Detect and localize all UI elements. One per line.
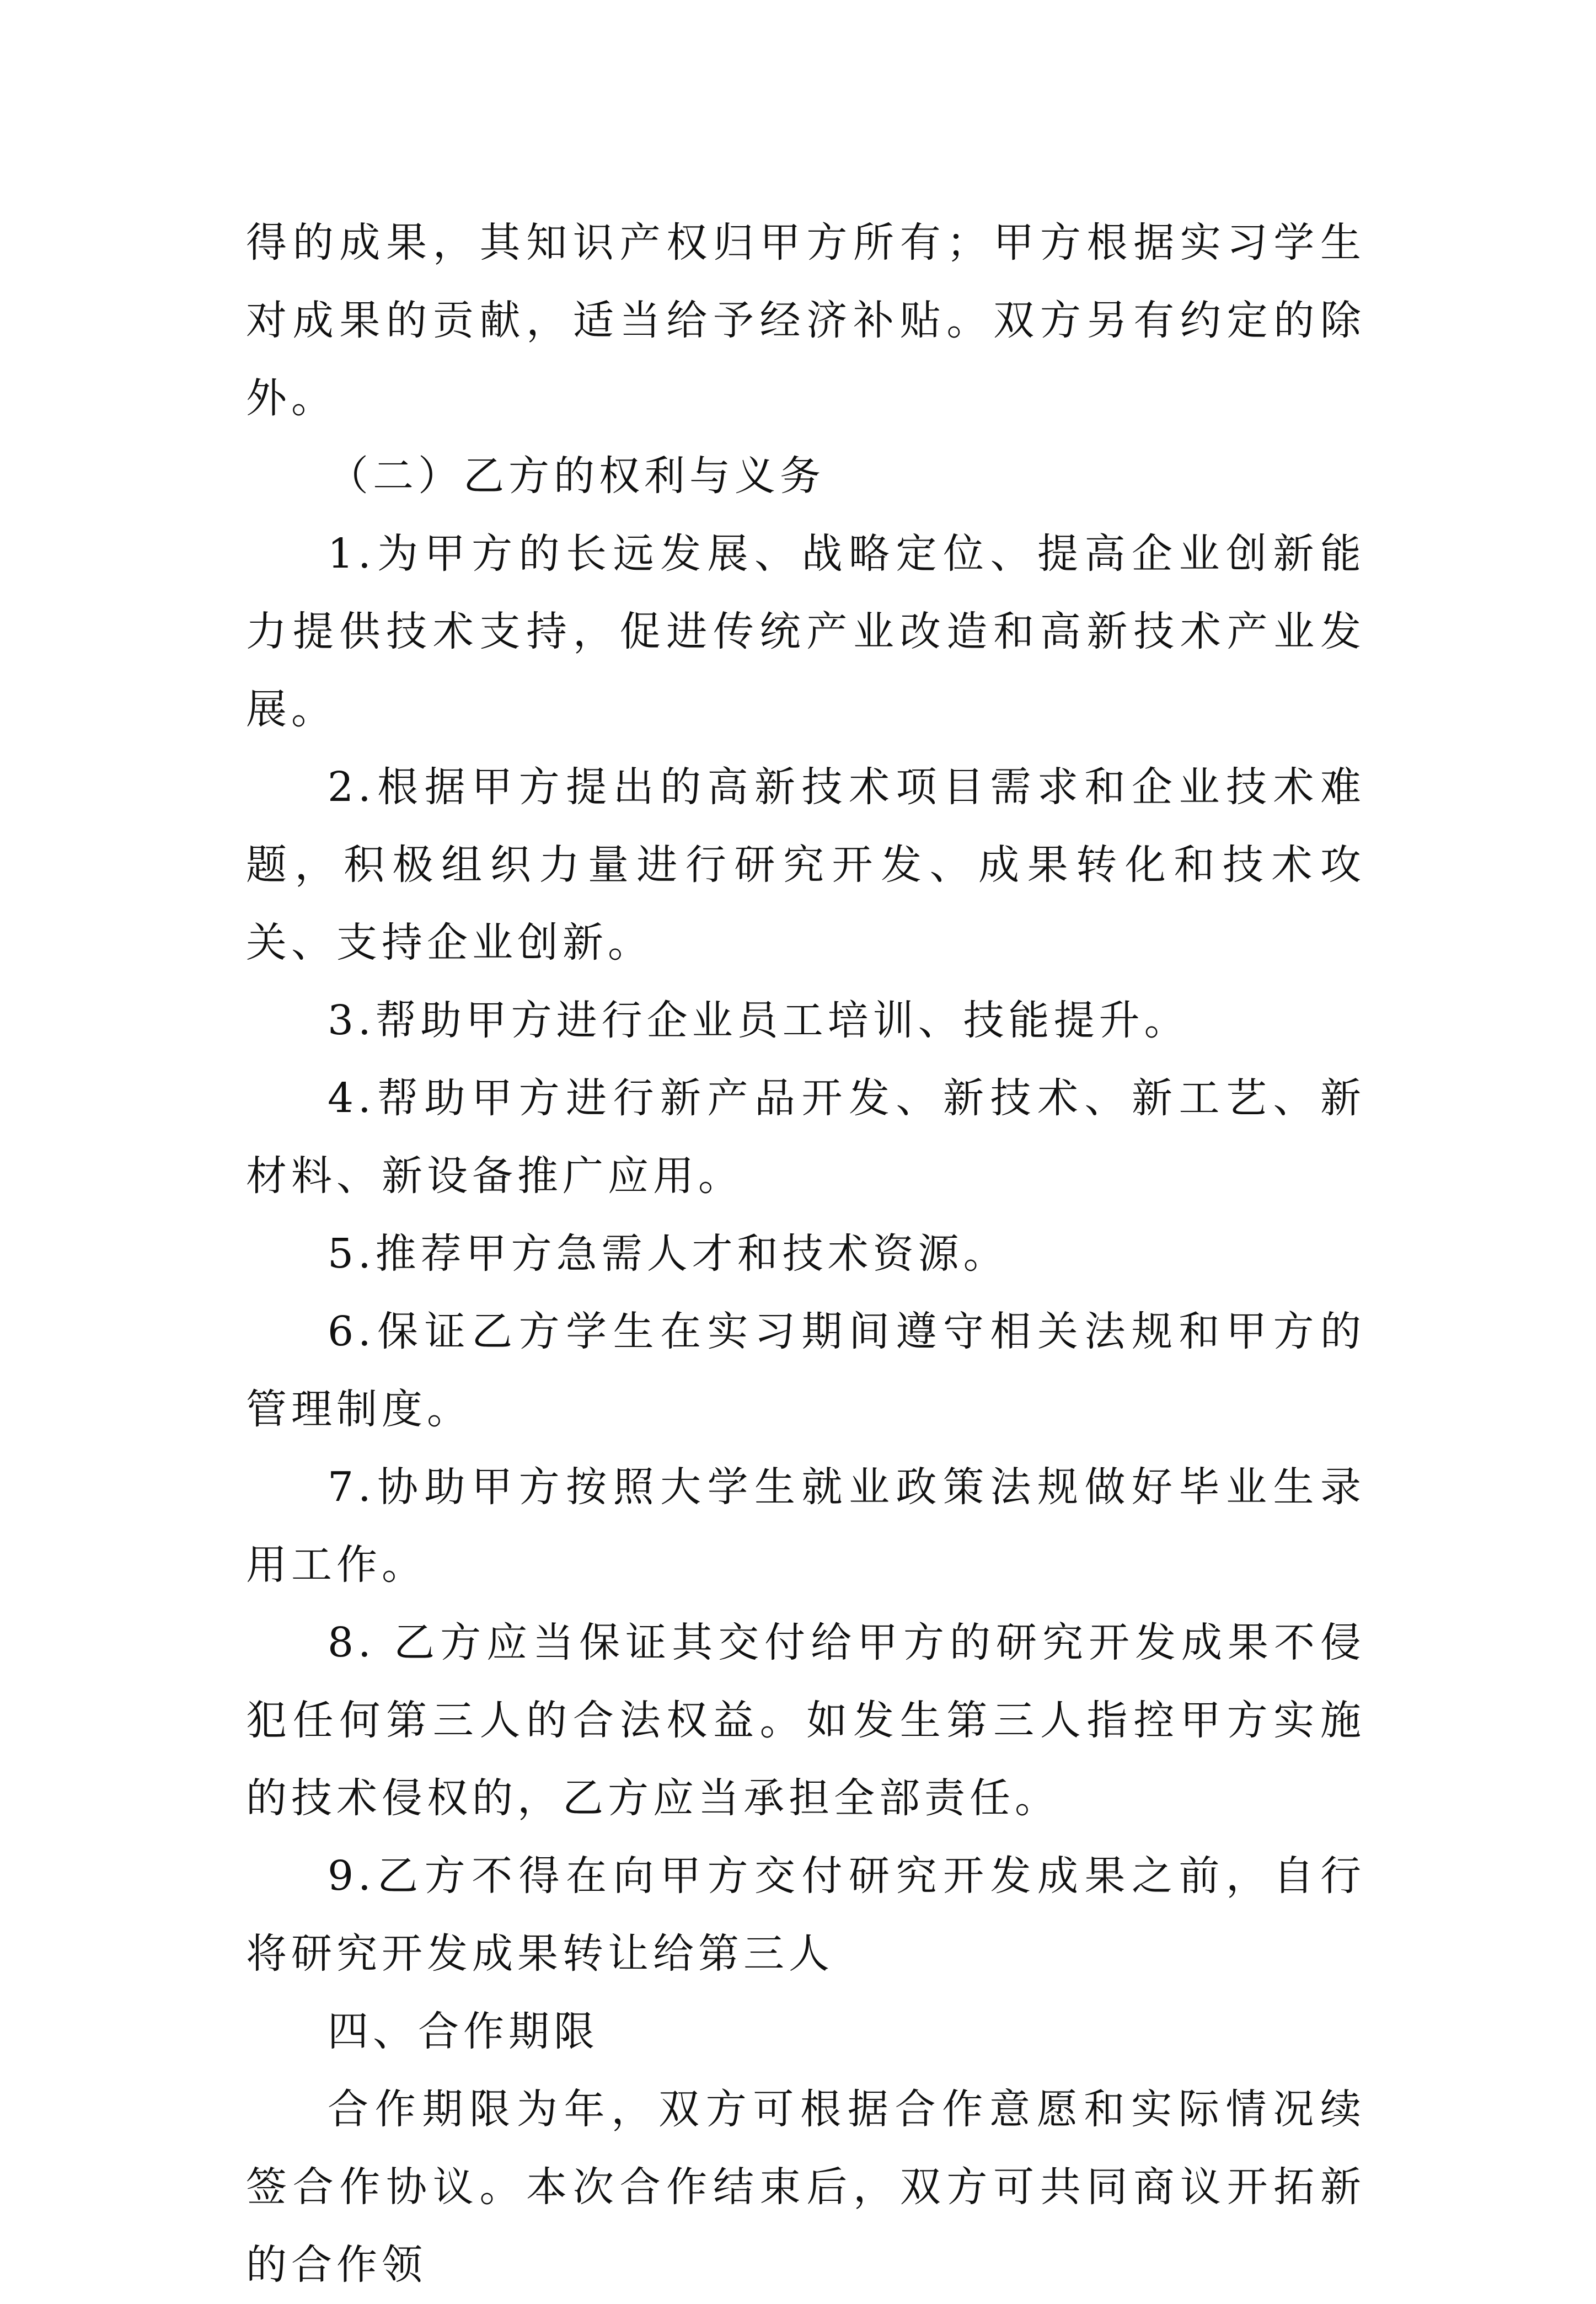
- clause-item-7: 7.协助甲方按照大学生就业政策法规做好毕业生录用工作。: [246, 1463, 1365, 1589]
- clause-item-3: 3.帮助甲方进行企业员工培训、技能提升。: [328, 997, 1190, 1044]
- paragraph-continuation: 得的成果，其知识产权归甲方所有；甲方根据实习学生对成果的贡献，适当给予经济补贴。双方另有约定的除外。: [246, 219, 1365, 422]
- clause-item-6: 6.保证乙方学生在实习期间遵守相关法规和甲方的管理制度。: [246, 1308, 1365, 1433]
- clause-item-9: 9.乙方不得在向甲方交付研究开发成果之前，自行将研究开发成果转让给第三人: [246, 1852, 1365, 1977]
- document-body: [246, 204, 1365, 2304]
- section-heading-party-b-rights: （二）乙方的权利与义务: [328, 452, 825, 500]
- clause-item-4: 4.帮助甲方进行新产品开发、新技术、新工艺、新材料、新设备推广应用。: [246, 1075, 1365, 1200]
- clause-item-8: 8. 乙方应当保证其交付给甲方的研究开发成果不侵犯任何第三人的合法权益。如发生第三人指控甲方实施的技术侵权的，乙方应当承担全部责任。: [246, 1619, 1365, 1822]
- clause-item-5: 5.推荐甲方急需人才和技术资源。: [328, 1230, 1009, 1277]
- paragraph-cooperation-period: 合作期限为年，双方可根据合作意愿和实际情况续签合作协议。本次合作结束后，双方可共同商议开拓新的合作领: [246, 2086, 1365, 2289]
- clause-item-2: 2.根据甲方提出的高新技术项目需求和企业技术难题，积极组织力量进行研究开发、成果转化和技术攻关、支持企业创新。: [246, 763, 1365, 966]
- section-heading-cooperation-period: 四、合作期限: [328, 2008, 599, 2055]
- clause-item-1: 1.为甲方的长远发展、战略定位、提高企业创新能力提供技术支持，促进传统产业改造和高新技术产业发展。: [246, 530, 1365, 733]
